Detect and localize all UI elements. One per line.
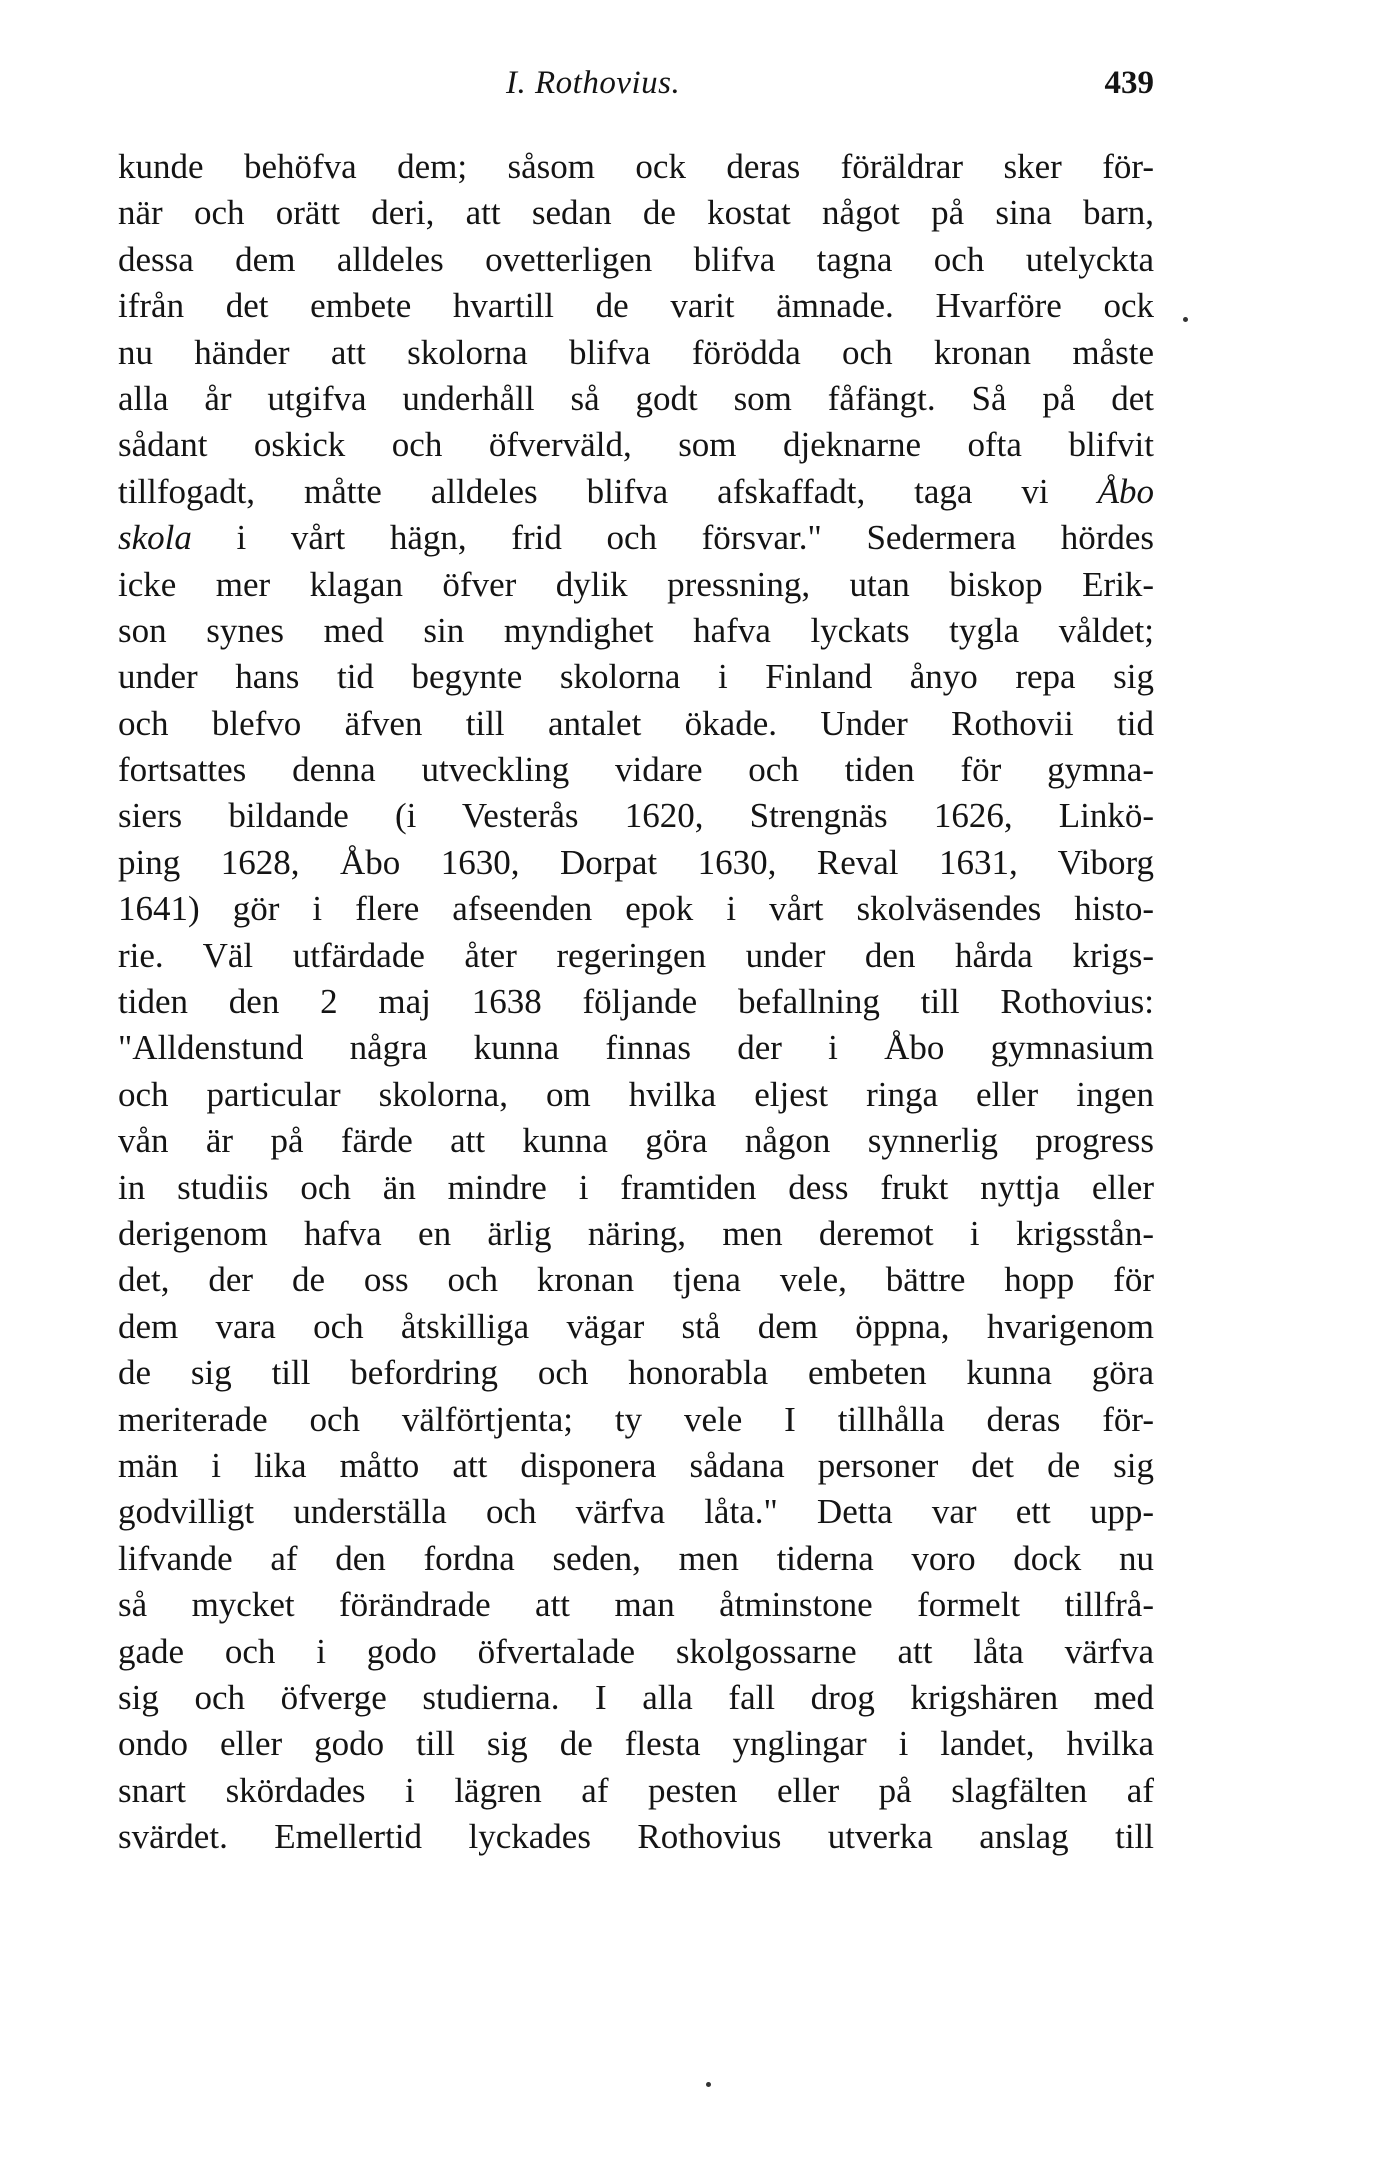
text-line-30: godvilligt underställa och värfva låta." Detta var ett upp-: [118, 1492, 1154, 1532]
body-text: [118, 144, 1154, 1860]
text-line-3: dessa dem alldeles ovetterligen blifva tagna och utelyckta: [118, 239, 1154, 279]
text-line-12: under hans tid begynte skolorna i Finland ånyo repa sig: [118, 657, 1154, 697]
text-line-19: tiden den 2 maj 1638 följande befallning till Rothovius:: [118, 982, 1154, 1022]
text-line-23: in studiis och än mindre i framtiden dess frukt nyttja eller: [118, 1167, 1154, 1207]
text-line-4: ifrån det embete hvartill de varit ämnade. Hvarföre ock: [118, 286, 1154, 326]
running-title: I. Rothovius.: [506, 65, 681, 101]
text-line-29: män i lika måtto att disponera sådana personer det de sig: [118, 1445, 1154, 1485]
italic-place-name: Åbo: [1097, 471, 1154, 511]
text-line-25: det, der de oss och kronan tjena vele, bättre hopp för: [118, 1260, 1154, 1300]
text-line-20: "Alldenstund några kunna finnas der i Åbo gymnasium: [118, 1028, 1154, 1068]
text-line-36: snart skördades i lägren af pesten eller på slagfälten af: [118, 1770, 1154, 1810]
text-line-9: [118, 515, 1154, 561]
text-line-9-roman: i vårt hägn, frid och försvar." Sedermera hördes: [236, 518, 1154, 558]
text-line-13: och blefvo äfven till antalet ökade. Under Rothovii tid: [118, 703, 1154, 743]
text-line-26: dem vara och åtskilliga vägar stå dem öppna, hvarigenom: [118, 1306, 1154, 1346]
text-line-33: gade och i godo öfvertalade skolgossarne att låta värfva: [118, 1631, 1154, 1671]
text-line-6: alla år utgifva underhåll så godt som fåfängt. Så på det: [118, 378, 1154, 418]
text-line-21: och particular skolorna, om hvilka eljest ringa eller ingen: [118, 1074, 1154, 1114]
text-line-27: de sig till befordring och honorabla embeten kunna göra: [118, 1353, 1154, 1393]
running-head: [118, 58, 1154, 108]
text-line-10: icke mer klagan öfver dylik pressning, utan biskop Erik-: [118, 564, 1154, 604]
ink-speck: [1183, 317, 1188, 322]
text-line-22: vån är på färde att kunna göra någon synnerlig progress: [118, 1121, 1154, 1161]
text-line-35: ondo eller godo till sig de flesta ynglingar i landet, hvilka: [118, 1724, 1154, 1764]
text-line-15: siers bildande (i Vesterås 1620, Strengnäs 1626, Linkö-: [118, 796, 1154, 836]
text-line-8-roman: tillfogadt, måtte alldeles blifva afskaffadt, taga vi: [118, 471, 1049, 511]
text-line-24: derigenom hafva en ärlig näring, men deremot i krigsstån-: [118, 1213, 1154, 1253]
page-number: 439: [1104, 65, 1154, 101]
text-line-31: lifvande af den fordna seden, men tiderna voro dock nu: [118, 1538, 1154, 1578]
text-line-7: sådant oskick och öfverväld, som djeknarne ofta blifvit: [118, 425, 1154, 465]
text-line-18: rie. Väl utfärdade åter regeringen under den hårda krigs-: [118, 935, 1154, 975]
text-line-1: kunde behöfva dem; såsom ock deras föräldrar sker för-: [118, 147, 1154, 186]
text-line-34: sig och öfverge studierna. I alla fall drog krigshären med: [118, 1677, 1154, 1717]
text-line-5: nu händer att skolorna blifva förödda och kronan måste: [118, 332, 1154, 372]
italic-word-skola: skola: [118, 518, 192, 558]
text-line-8: [118, 469, 1154, 515]
text-line-2: när och orätt deri, att sedan de kostat något på sina barn,: [118, 193, 1154, 233]
text-line-37: svärdet. Emellertid lyckades Rothovius utverka anslag till: [118, 1817, 1154, 1857]
text-line-11: son synes med sin myndighet hafva lyckats tygla våldet;: [118, 610, 1154, 650]
text-line-16: ping 1628, Åbo 1630, Dorpat 1630, Reval 1631, Viborg: [118, 842, 1154, 882]
text-line-32: så mycket förändrade att man åtminstone formelt tillfrå-: [118, 1585, 1154, 1625]
ink-speck: [706, 2082, 711, 2087]
text-line-17: 1641) gör i flere afseenden epok i vårt skolväsendes histo-: [118, 889, 1154, 929]
text-line-14: fortsattes denna utveckling vidare och tiden för gymna-: [118, 750, 1154, 790]
text-line-28: meriterade och välförtjenta; ty vele I tillhålla deras för-: [118, 1399, 1154, 1439]
